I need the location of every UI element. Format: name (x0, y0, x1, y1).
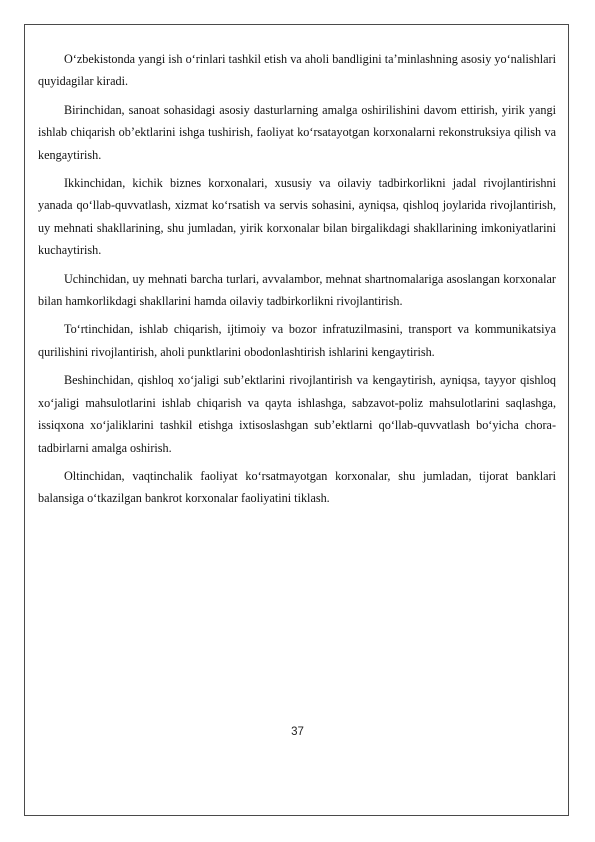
paragraph-first-direction: Birinchidan, sanoat sohasidagi asosiy dasturlarning amalga oshirilishini davom ettirish, yirik yangi ishlab chiqarish ob’ektlarini ishga tushirish, faoliyat ko‘rsatayotgan korxonalarni rekonstruksiya qilish va kengaytirish. (38, 102, 556, 162)
intro-paragraph: O‘zbekistonda yangi ish o‘rinlari tashkil etish va aholi bandligini ta’minlashning asosiy yo‘nalishlari quyidagilar kiradi. (38, 52, 556, 89)
document-body (38, 48, 556, 516)
paragraph-second-direction: Ikkinchidan, kichik biznes korxonalari, xususiy va oilaviy tadbirkorlikni jadal rivojlantirishni yanada qo‘llab-quvvatlash, xizmat ko‘rsatish va servis sohasini, ayniqsa, qishloq joylarida rivojlantirish, uy mehnati shakllarining, shu jumladan, yirik korxonalar bilan birgalikdagi shakllarining imkoniyatlarini kuchaytirish. (38, 176, 556, 258)
paragraph-fourth-direction: To‘rtinchidan, ishlab chiqarish, ijtimoiy va bozor infratuzilmasini, transport va kommunikatsiya qurilishini rivojlantirish, aholi punktlarini obodonlashtirish ishlarini kengaytirish. (38, 322, 556, 359)
paragraph-fifth-direction: Beshinchidan, qishloq xo‘jaligi sub’ektlarini rivojlantirish va kengaytirish, ayniqsa, tayyor qishloq xo‘jaligi mahsulotlarini ishlab chiqarish va qayta ishlashga, sabzavot-poliz mahsulotlarini saqlashga, issiqxona xo‘jaliklarini tashkil etishga ixtisoslashgan sub’ektlarni qo‘llab-quvvatlash bo‘yicha chora-tadbirlarni amalga oshirish. (38, 373, 556, 455)
paragraph-sixth-direction: Oltinchidan, vaqtinchalik faoliyat ko‘rsatmayotgan korxonalar, shu jumladan, tijorat banklari balansiga o‘tkazilgan bankrot korxonalar faoliyatini tiklash. (38, 468, 556, 506)
page-number: 37 (291, 726, 304, 738)
paragraph-third-direction: Uchinchidan, uy mehnati barcha turlari, avvalambor, mehnat shartnomalariga asoslangan korxonalar bilan hamkorlikdagi shakllarini hamda oilaviy tadbirkorlikni rivojlantirish. (38, 271, 556, 309)
